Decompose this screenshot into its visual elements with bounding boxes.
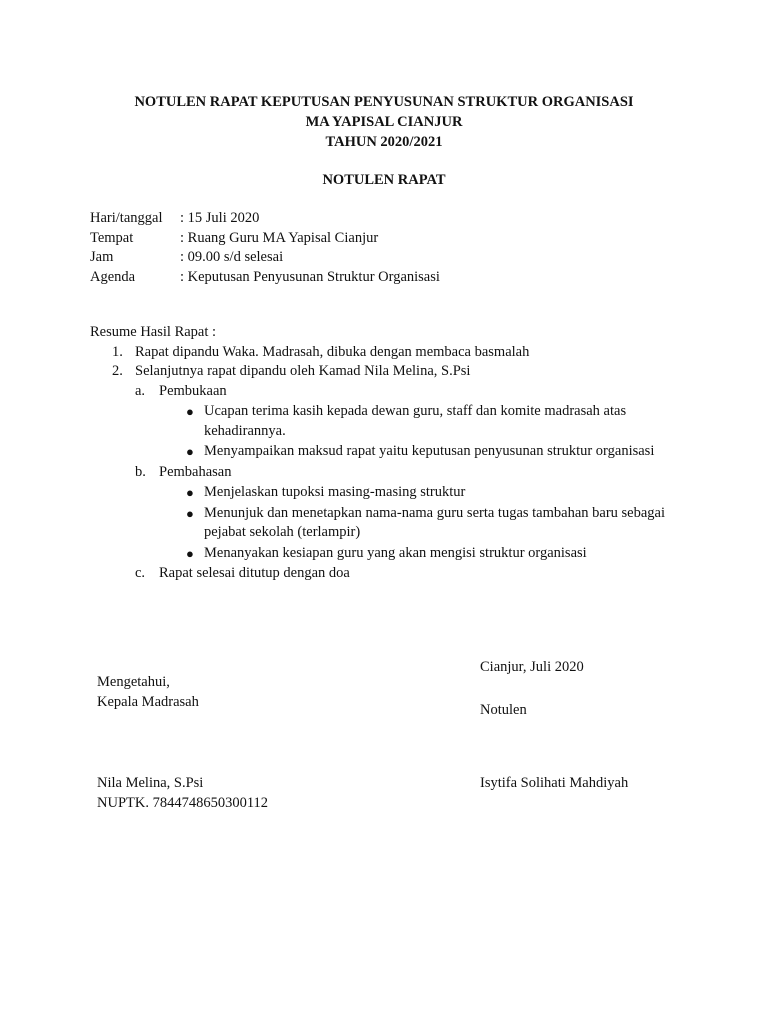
info-label: Jam (90, 249, 114, 265)
list-item (90, 343, 690, 363)
bullet-icon: ● (186, 444, 194, 459)
bullet-item (186, 544, 674, 564)
headmaster-name: Nila Melina, S.Psi (97, 775, 204, 791)
list-text: Selanjutnya rapat dipandu oleh Kamad Nila Melina, S.Psi (135, 363, 471, 379)
place-date: Cianjur, Juli 2020 (480, 659, 584, 675)
headmaster-id: NUPTK. 7844748650300112 (97, 794, 269, 811)
sub-letter: a. (135, 382, 146, 399)
info-row-place (90, 229, 440, 249)
bullet-icon: ● (186, 545, 194, 561)
bullet-icon: ● (186, 485, 194, 500)
title-line-1: NOTULEN RAPAT KEPUTUSAN PENYUSUNAN STRUKTUR ORGANISASI (134, 94, 634, 110)
bullet-text: Menyampaikan maksud rapat yaitu keputusan penyusunan struktur organisasi (204, 443, 655, 459)
list-item (90, 362, 690, 382)
sub-item-discussion (90, 463, 690, 483)
signature-left-name (97, 774, 268, 813)
signature-right-name (480, 774, 628, 794)
info-value: : 09.00 s/d selesai (180, 249, 284, 265)
bullet-icon: ● (186, 505, 194, 521)
sub-text: Pembukaan (159, 382, 227, 399)
bullet-text: Menjelaskan tupoksi masing-masing struktur (204, 484, 466, 500)
meeting-resume (90, 323, 690, 584)
document-subtitle: NOTULEN RAPAT (322, 172, 446, 188)
notulen-name: Isytifa Solihati Mahdiyah (480, 775, 629, 791)
info-label: Tempat (90, 229, 134, 246)
title-line-3: TAHUN 2020/2021 (325, 134, 443, 150)
bullet-item (186, 483, 674, 503)
list-text: Rapat dipandu Waka. Madrasah, dibuka dengan membaca basmalah (135, 343, 530, 360)
sub-letter: b. (135, 463, 146, 480)
document-title (0, 92, 768, 152)
bullet-item (186, 504, 674, 543)
list-number: 2. (112, 363, 123, 379)
info-row-agenda (90, 268, 440, 288)
sub-text: Pembahasan (159, 463, 232, 480)
sub-item-opening (90, 382, 690, 402)
sub-text: Rapat selesai ditutup dengan doa (159, 565, 350, 581)
bullet-text: Menunjuk dan menetapkan nama-nama guru serta tugas tambahan baru sebagai pejabat sekolah (terlampir) (204, 504, 666, 540)
notulen-role: Notulen (480, 701, 527, 718)
meeting-info (90, 209, 440, 287)
signature-left (97, 673, 199, 712)
resume-heading: Resume Hasil Rapat : (90, 324, 217, 340)
bullet-item (186, 402, 674, 441)
title-line-2: MA YAPISAL CIANJUR (305, 114, 463, 130)
info-label: Agenda (90, 268, 136, 285)
signature-right (480, 658, 584, 720)
headmaster-role: Kepala Madrasah (97, 693, 199, 710)
info-label: Hari/tanggal (90, 210, 163, 226)
bullet-item (186, 442, 674, 462)
acknowledged-label: Mengetahui, (97, 674, 170, 690)
info-row-date (90, 209, 440, 229)
info-value: : Keputusan Penyusunan Struktur Organisasi (180, 268, 440, 285)
info-row-time (90, 248, 440, 268)
list-number: 1. (112, 343, 123, 360)
bullet-text: Ucapan terima kasih kepada dewan guru, staff dan komite madrasah atas kehadirannya. (204, 403, 627, 439)
sub-letter: c. (135, 565, 146, 581)
sub-item-closing (90, 564, 690, 584)
bullet-icon: ● (186, 404, 194, 419)
info-value: : Ruang Guru MA Yapisal Cianjur (180, 229, 379, 246)
bullet-text: Menanyakan kesiapan guru yang akan mengisi struktur organisasi (204, 544, 587, 561)
info-value: : 15 Juli 2020 (180, 210, 260, 226)
